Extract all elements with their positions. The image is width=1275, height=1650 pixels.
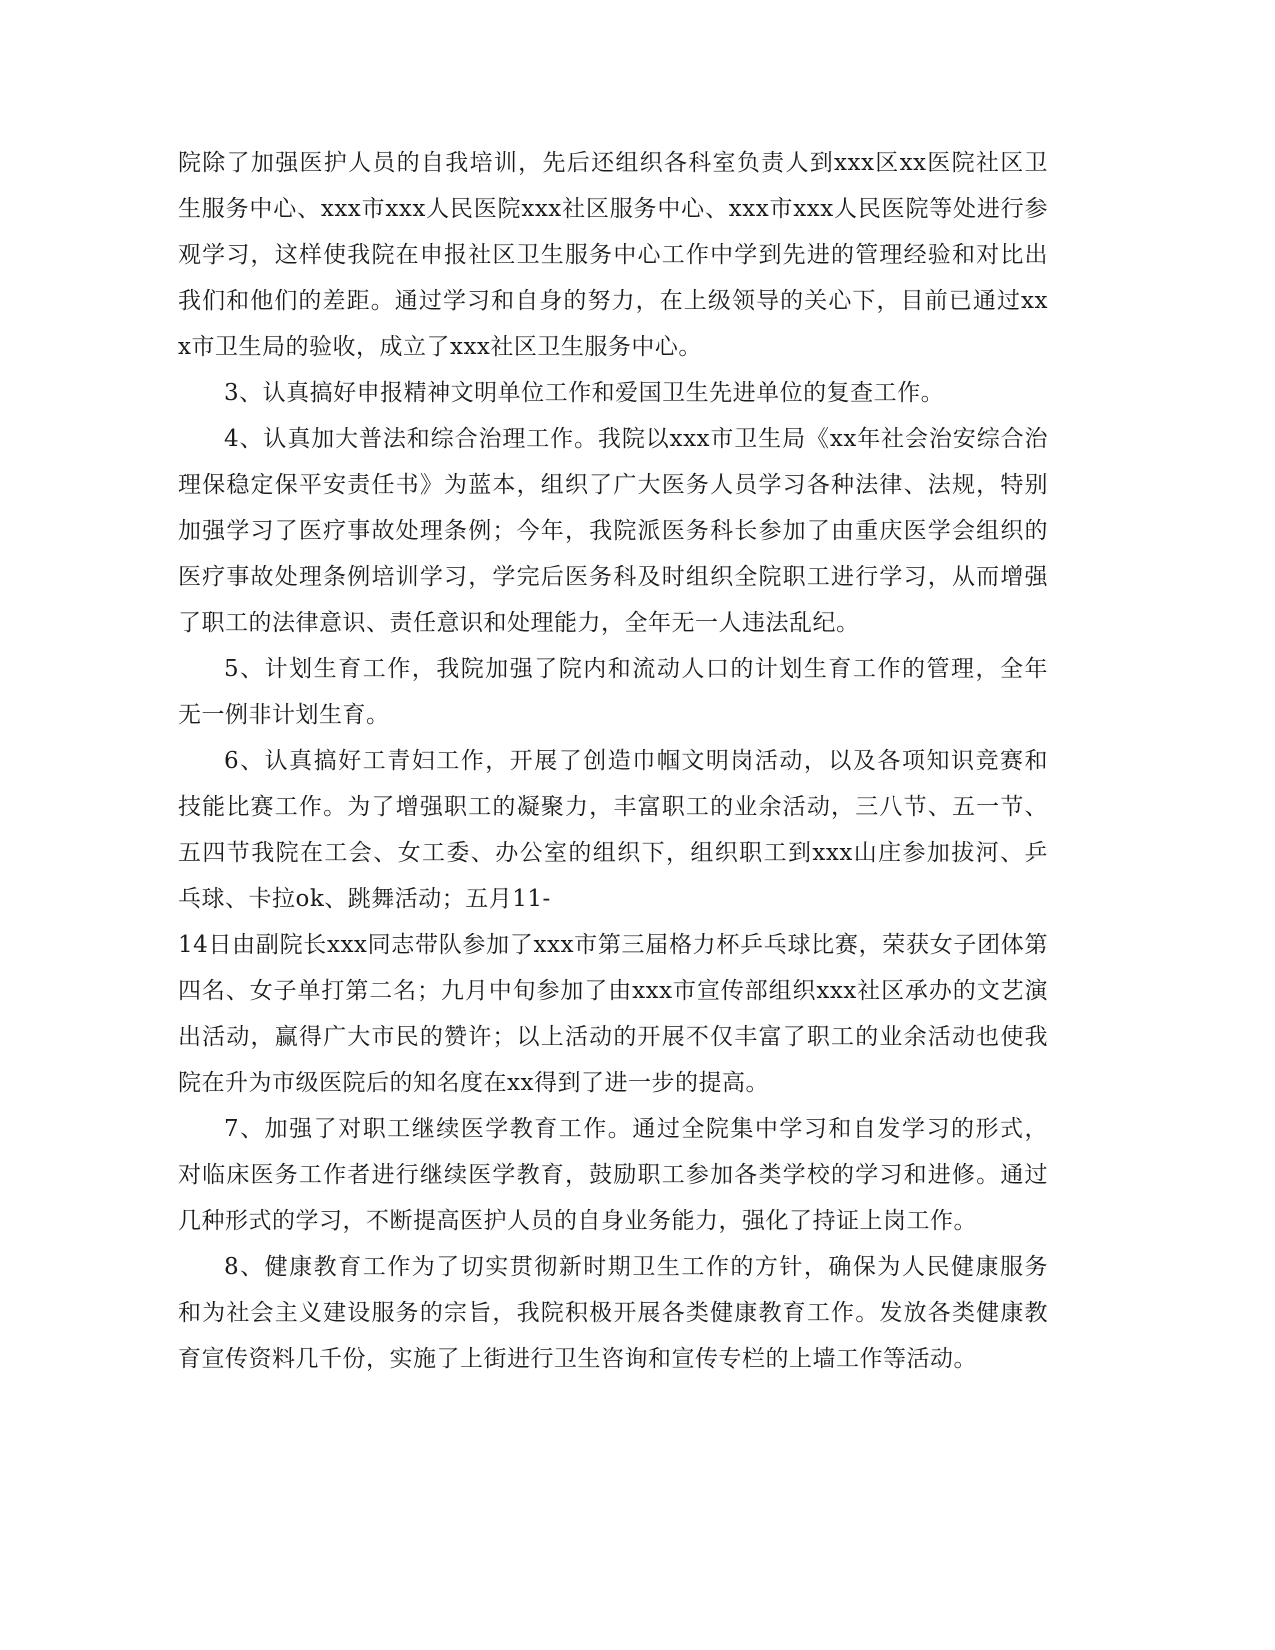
text-line: 3、认真搞好申报精神文明单位工作和爱国卫生先进单位的复查工作。 <box>224 380 945 406</box>
text-line: 8、健康教育工作为了切实贯彻新时期卫生工作的方针，确保为人民健康服务 <box>224 1254 1048 1280</box>
text-line: 院在升为市级医院后的知名度在xx得到了进一步的提高。 <box>178 1070 769 1096</box>
text-line: 无一例非计划生育。 <box>178 702 390 728</box>
text-line: 和为社会主义建设服务的宗旨，我院积极开展各类健康教育工作。发放各类健康教 <box>178 1300 1048 1326</box>
text-line: 理保稳定保平安责任书》为蓝本，组织了广大医务人员学习各种法律、法规，特别 <box>178 472 1048 498</box>
text-line: 四名、女子单打第二名；九月中旬参加了由xxx市宣传部组织xxx社区承办的文艺演 <box>178 978 1048 1004</box>
text-line: 医疗事故处理条例培训学习，学完后医务科及时组织全院职工进行学习，从而增强 <box>178 564 1048 590</box>
body-text <box>178 140 1048 1382</box>
text-line: 五四节我院在工会、女工委、办公室的组织下，组织职工到xxx山庄参加拔河、乒 <box>178 840 1048 866</box>
text-line: 观学习，这样使我院在申报社区卫生服务中心工作中学到先进的管理经验和对比出 <box>178 242 1048 268</box>
text-line: 出活动，赢得广大市民的赞许；以上活动的开展不仅丰富了职工的业余活动也使我 <box>178 1024 1048 1050</box>
text-line: 7、加强了对职工继续医学教育工作。通过全院集中学习和自发学习的形式， <box>224 1116 1048 1142</box>
text-line: 加强学习了医疗事故处理条例；今年，我院派医务科长参加了由重庆医学会组织的 <box>178 518 1048 544</box>
text-line: x市卫生局的验收，成立了xxx社区卫生服务中心。 <box>178 334 702 360</box>
text-line: 5、计划生育工作，我院加强了院内和流动人口的计划生育工作的管理，全年 <box>224 656 1048 682</box>
text-line: 技能比赛工作。为了增强职工的凝聚力，丰富职工的业余活动，三八节、五一节、 <box>178 794 1048 820</box>
text-line: 4、认真加大普法和综合治理工作。我院以xxx市卫生局《xx年社会治安综合治 <box>224 426 1048 452</box>
text-line: 6、认真搞好工青妇工作，开展了创造巾帼文明岗活动，以及各项知识竞赛和 <box>224 748 1048 774</box>
text-line: 几种形式的学习，不断提高医护人员的自身业务能力，强化了持证上岗工作。 <box>178 1208 977 1234</box>
text-line: 对临床医务工作者进行继续医学教育，鼓励职工参加各类学校的学习和进修。通过 <box>178 1162 1048 1188</box>
text-line: 我们和他们的差距。通过学习和自身的努力，在上级领导的关心下，目前已通过xx <box>178 288 1048 314</box>
text-line: 14日由副院长xxx同志带队参加了xxx市第三届格力杯乒乓球比赛，荣获女子团体第 <box>178 932 1048 958</box>
text-line: 育宣传资料几千份，实施了上街进行卫生咨询和宣传专栏的上墙工作等活动。 <box>178 1346 977 1372</box>
text-line: 了职工的法律意识、责任意识和处理能力，全年无一人违法乱纪。 <box>178 610 860 636</box>
text-line: 生服务中心、xxx市xxx人民医院xxx社区服务中心、xxx市xxx人民医院等处进行参 <box>178 196 1048 222</box>
text-line: 乓球、卡拉ok、跳舞活动；五月11- <box>178 886 551 912</box>
text-line: 院除了加强医护人员的自我培训，先后还组织各科室负责人到xxx区xx医院社区卫 <box>178 150 1048 176</box>
